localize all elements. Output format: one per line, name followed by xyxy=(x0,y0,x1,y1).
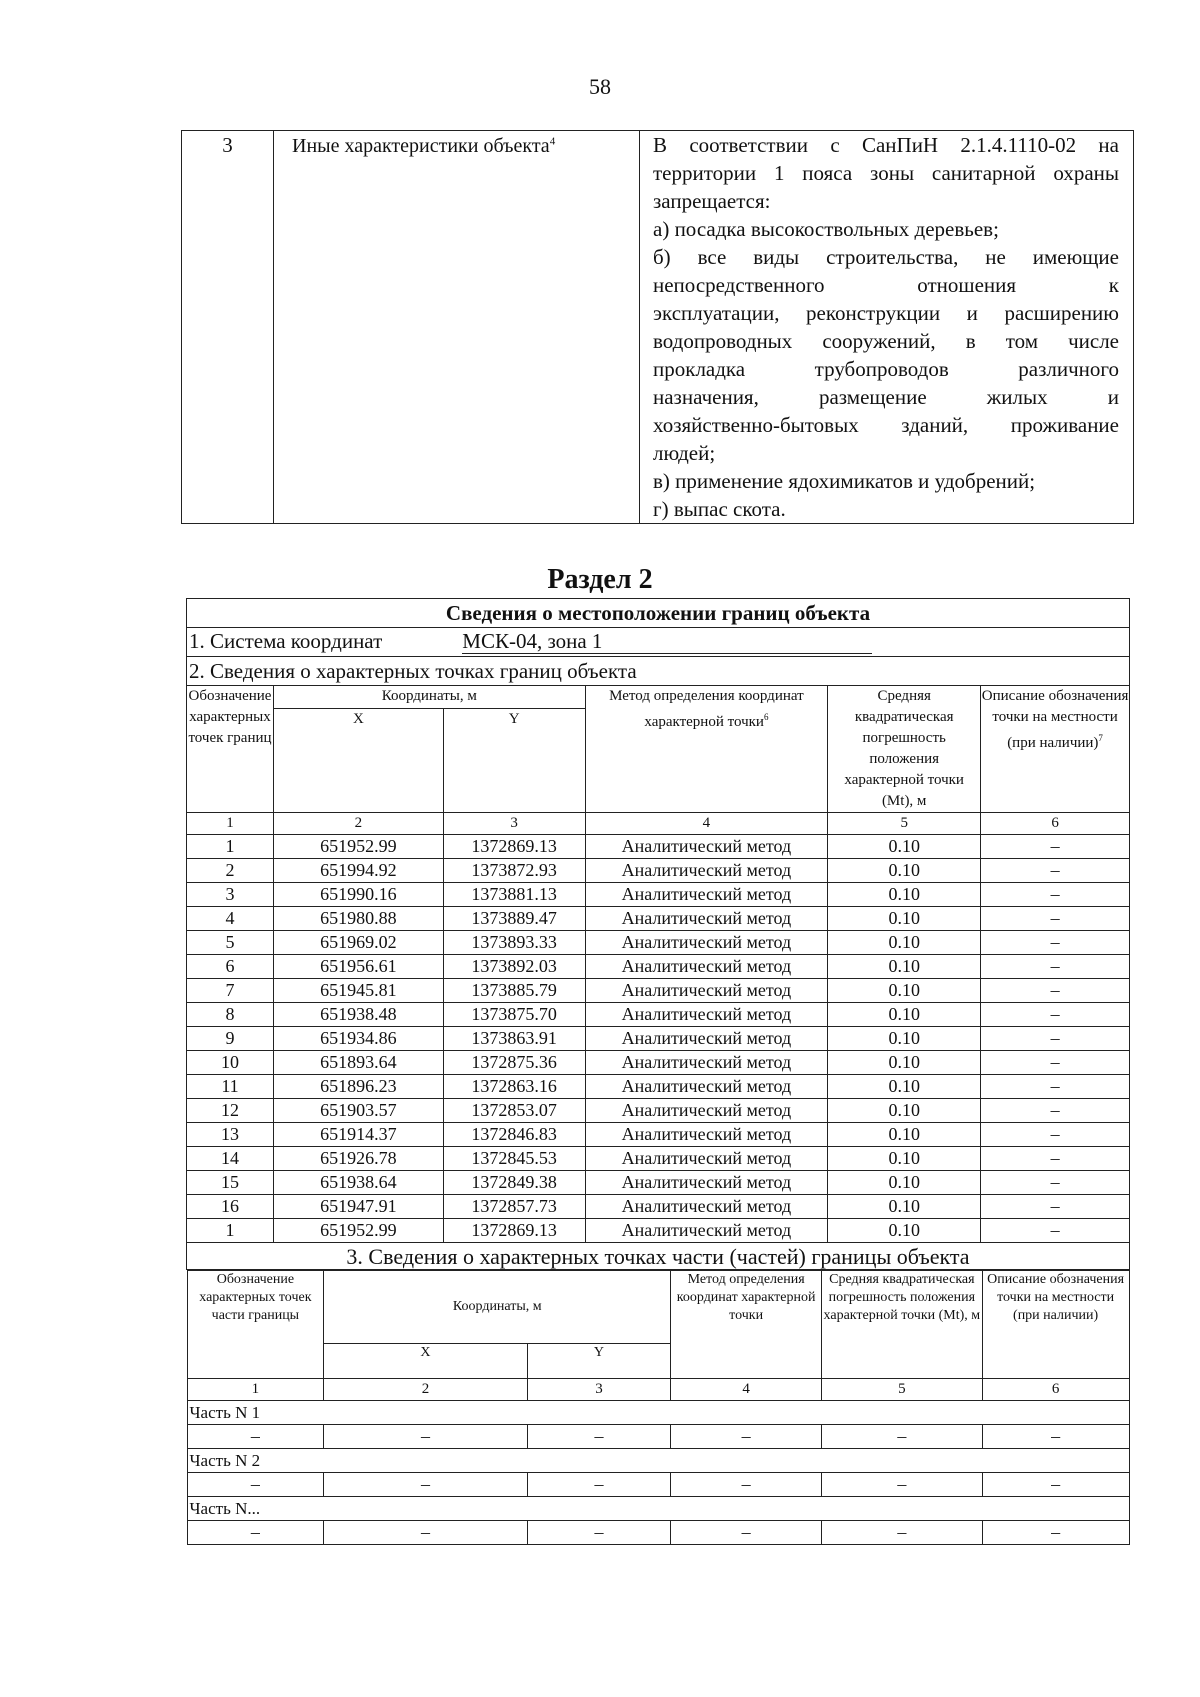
header-method-text: Метод определения координат характерной точки xyxy=(609,688,804,730)
part-cell: – xyxy=(982,1521,1129,1545)
column-index: 2 xyxy=(273,813,443,835)
point-description: – xyxy=(981,1219,1130,1243)
coord-y: 1373863.91 xyxy=(443,1027,585,1051)
point-number: 7 xyxy=(187,979,274,1003)
mt-error: 0.10 xyxy=(828,907,981,931)
footnote-ref: 7 xyxy=(1098,733,1103,743)
header-y: Y xyxy=(443,708,585,812)
column-index: 3 xyxy=(443,813,585,835)
coord-y: 1373881.13 xyxy=(443,883,585,907)
method: Аналитический метод xyxy=(585,835,828,859)
point-description: – xyxy=(981,883,1130,907)
header-method xyxy=(585,686,828,813)
part-row xyxy=(187,1521,1129,1545)
coord-y: 1373872.93 xyxy=(443,859,585,883)
coord-x: 651938.64 xyxy=(273,1171,443,1195)
coord-x: 651994.92 xyxy=(273,859,443,883)
table-title: Сведения о местоположении границ объекта xyxy=(187,599,1130,628)
coord-y: 1372869.13 xyxy=(443,1219,585,1243)
table-row xyxy=(187,1147,1130,1171)
point-number: 9 xyxy=(187,1027,274,1051)
coord-x: 651926.78 xyxy=(273,1147,443,1171)
point-number: 14 xyxy=(187,1147,274,1171)
coord-x: 651980.88 xyxy=(273,907,443,931)
column-index: 6 xyxy=(982,1379,1129,1401)
column-index: 5 xyxy=(821,1379,982,1401)
part-label: Часть N 1 xyxy=(187,1401,1129,1425)
part-row xyxy=(187,1473,1129,1497)
description-line: территории 1 пояса зоны санитарной охраны xyxy=(653,161,1119,185)
part-cell: – xyxy=(187,1425,324,1449)
point-description: – xyxy=(981,1051,1130,1075)
table-row xyxy=(187,1075,1130,1099)
part-cell: – xyxy=(982,1425,1129,1449)
point-number: 3 xyxy=(187,883,274,907)
method: Аналитический метод xyxy=(585,979,828,1003)
part-cell: – xyxy=(527,1473,671,1497)
table-row xyxy=(187,1003,1130,1027)
coord-x: 651945.81 xyxy=(273,979,443,1003)
header-coords: Координаты, м xyxy=(273,686,585,709)
coord-system-row xyxy=(187,628,1130,657)
table-row xyxy=(187,1171,1130,1195)
method: Аналитический метод xyxy=(585,907,828,931)
points-body xyxy=(187,835,1130,1243)
characteristic-description xyxy=(640,131,1134,524)
part-label: Часть N 2 xyxy=(187,1449,1129,1473)
footnote-ref: 4 xyxy=(549,135,556,148)
part-cell: – xyxy=(671,1425,822,1449)
description-line: В соответствии с СанПиН 2.1.4.1110-02 на xyxy=(653,133,1119,157)
column-index: 3 xyxy=(527,1379,671,1401)
mt-error: 0.10 xyxy=(828,1195,981,1219)
part-label-row xyxy=(187,1449,1129,1473)
method: Аналитический метод xyxy=(585,859,828,883)
mt-error: 0.10 xyxy=(828,1171,981,1195)
point-number: 15 xyxy=(187,1171,274,1195)
point-description: – xyxy=(981,859,1130,883)
description-line: людей; xyxy=(653,441,716,465)
method: Аналитический метод xyxy=(585,1171,828,1195)
table-row xyxy=(187,859,1130,883)
parts-body xyxy=(187,1401,1129,1545)
coord-y: 1372869.13 xyxy=(443,835,585,859)
description-line: хозяйственно-бытовых зданий, проживание xyxy=(653,413,1119,437)
parts-header-description: Описание обозначения точки на местности (при наличии) xyxy=(982,1271,1129,1379)
header-designation: Обозначение характерных точек границ xyxy=(187,686,274,813)
method: Аналитический метод xyxy=(585,1027,828,1051)
coord-x: 651956.61 xyxy=(273,955,443,979)
table-row xyxy=(187,931,1130,955)
mt-error: 0.10 xyxy=(828,1219,981,1243)
page-number: 58 xyxy=(589,74,611,99)
description-line: эксплуатации, реконструкции и расширению xyxy=(653,301,1119,325)
point-description: – xyxy=(981,1027,1130,1051)
description-line: запрещается: xyxy=(653,189,771,213)
mt-error: 0.10 xyxy=(828,835,981,859)
method: Аналитический метод xyxy=(585,1075,828,1099)
part-label: Часть N... xyxy=(187,1497,1129,1521)
coord-y: 1373875.70 xyxy=(443,1003,585,1027)
boundaries-table xyxy=(186,598,1130,1545)
point-number: 4 xyxy=(187,907,274,931)
characteristic-name xyxy=(274,131,640,524)
table-row xyxy=(187,979,1130,1003)
description-line: непосредственного отношения к xyxy=(653,273,1119,297)
method: Аналитический метод xyxy=(585,1123,828,1147)
point-description: – xyxy=(981,1147,1130,1171)
description-line: а) посадка высокоствольных деревьев; xyxy=(653,217,999,241)
point-description: – xyxy=(981,1003,1130,1027)
point-description: – xyxy=(981,1171,1130,1195)
coord-system-label: 1. Система координат xyxy=(189,629,383,653)
point-description: – xyxy=(981,1075,1130,1099)
point-number: 2 xyxy=(187,859,274,883)
coord-y: 1373889.47 xyxy=(443,907,585,931)
point-description: – xyxy=(981,907,1130,931)
parts-header-designation: Обозначение характерных точек части границы xyxy=(187,1271,324,1379)
coord-x: 651938.48 xyxy=(273,1003,443,1027)
column-index: 6 xyxy=(981,813,1130,835)
coord-x: 651893.64 xyxy=(273,1051,443,1075)
point-description: – xyxy=(981,955,1130,979)
parts-header-error: Средняя квадратическая погрешность положения характерной точки (Mt), м xyxy=(821,1271,982,1379)
coord-x: 651934.86 xyxy=(273,1027,443,1051)
point-number: 1 xyxy=(187,1219,274,1243)
mt-error: 0.10 xyxy=(828,1123,981,1147)
point-number: 11 xyxy=(187,1075,274,1099)
point-description: – xyxy=(981,931,1130,955)
column-index: 5 xyxy=(828,813,981,835)
mt-error: 0.10 xyxy=(828,979,981,1003)
coord-x: 651952.99 xyxy=(273,835,443,859)
mt-error: 0.10 xyxy=(828,1147,981,1171)
method: Аналитический метод xyxy=(585,931,828,955)
points-heading: 2. Сведения о характерных точках границ объекта xyxy=(187,657,1130,686)
parts-header-x: X xyxy=(324,1344,527,1379)
table-row xyxy=(187,835,1130,859)
coord-x: 651896.23 xyxy=(273,1075,443,1099)
part-cell: – xyxy=(671,1473,822,1497)
column-index: 2 xyxy=(324,1379,527,1401)
point-description: – xyxy=(981,1123,1130,1147)
parts-header-y: Y xyxy=(527,1344,671,1379)
parts-table xyxy=(187,1270,1130,1545)
table-row xyxy=(187,883,1130,907)
coord-y: 1372845.53 xyxy=(443,1147,585,1171)
part-cell: – xyxy=(821,1473,982,1497)
coord-y: 1372846.83 xyxy=(443,1123,585,1147)
coord-y: 1373892.03 xyxy=(443,955,585,979)
part-cell: – xyxy=(821,1425,982,1449)
point-number: 1 xyxy=(187,835,274,859)
method: Аналитический метод xyxy=(585,1195,828,1219)
row-number: 3 xyxy=(182,131,274,524)
table-row xyxy=(187,1051,1130,1075)
coord-y: 1372853.07 xyxy=(443,1099,585,1123)
header-description-text: Описание обозначения точки на местности (при наличии) xyxy=(981,688,1129,751)
part-cell: – xyxy=(671,1521,822,1545)
method: Аналитический метод xyxy=(585,1099,828,1123)
column-index: 4 xyxy=(671,1379,822,1401)
part-label-row xyxy=(187,1401,1129,1425)
header-error: Средняя квадратическая погрешность положения характерной точки (Mt), м xyxy=(828,686,981,813)
table-row xyxy=(187,907,1130,931)
mt-error: 0.10 xyxy=(828,1075,981,1099)
mt-error: 0.10 xyxy=(828,955,981,979)
table-row xyxy=(187,1219,1130,1243)
coord-x: 651952.99 xyxy=(273,1219,443,1243)
table-row xyxy=(187,955,1130,979)
point-number: 16 xyxy=(187,1195,274,1219)
header-description xyxy=(981,686,1130,813)
coord-x: 651903.57 xyxy=(273,1099,443,1123)
description-line: в) применение ядохимикатов и удобрений; xyxy=(653,469,1036,493)
method: Аналитический метод xyxy=(585,1051,828,1075)
coord-y: 1372857.73 xyxy=(443,1195,585,1219)
coord-y: 1372849.38 xyxy=(443,1171,585,1195)
part-cell: – xyxy=(821,1521,982,1545)
coord-x: 651914.37 xyxy=(273,1123,443,1147)
method: Аналитический метод xyxy=(585,1219,828,1243)
column-index: 4 xyxy=(585,813,828,835)
coord-y: 1372875.36 xyxy=(443,1051,585,1075)
part-cell: – xyxy=(324,1425,527,1449)
header-x: X xyxy=(273,708,443,812)
part-cell: – xyxy=(187,1473,324,1497)
part-cell: – xyxy=(324,1473,527,1497)
part-cell: – xyxy=(527,1521,671,1545)
part-cell: – xyxy=(527,1425,671,1449)
column-index: 1 xyxy=(187,813,274,835)
description-line: б) все виды строительства, не имеющие xyxy=(653,245,1119,269)
parts-heading: 3. Сведения о характерных точках части (частей) границы объекта xyxy=(187,1243,1130,1270)
table-row xyxy=(187,1195,1130,1219)
table-row xyxy=(187,1099,1130,1123)
point-number: 12 xyxy=(187,1099,274,1123)
point-description: – xyxy=(981,979,1130,1003)
mt-error: 0.10 xyxy=(828,1027,981,1051)
table-row xyxy=(187,1123,1130,1147)
part-row xyxy=(187,1425,1129,1449)
description-line: г) выпас скота. xyxy=(653,497,786,521)
mt-error: 0.10 xyxy=(828,931,981,955)
mt-error: 0.10 xyxy=(828,883,981,907)
description-line: прокладка трубопроводов различного xyxy=(653,357,1119,381)
description-line: водопроводных сооружений, в том числе xyxy=(653,329,1119,353)
parts-header-method: Метод определения координат характерной точки xyxy=(671,1271,822,1379)
point-description: – xyxy=(981,835,1130,859)
point-number: 10 xyxy=(187,1051,274,1075)
description-line: назначения, размещение жилых и xyxy=(653,385,1119,409)
method: Аналитический метод xyxy=(585,1147,828,1171)
parts-section xyxy=(187,1270,1130,1546)
coord-x: 651990.16 xyxy=(273,883,443,907)
point-description: – xyxy=(981,1099,1130,1123)
coord-y: 1372863.16 xyxy=(443,1075,585,1099)
characteristic-name-text: Иные характеристики объекта xyxy=(292,135,550,157)
coord-x: 651947.91 xyxy=(273,1195,443,1219)
part-cell: – xyxy=(324,1521,527,1545)
coord-y: 1373885.79 xyxy=(443,979,585,1003)
mt-error: 0.10 xyxy=(828,1003,981,1027)
method: Аналитический метод xyxy=(585,955,828,979)
point-number: 6 xyxy=(187,955,274,979)
method: Аналитический метод xyxy=(585,1003,828,1027)
part-label-row xyxy=(187,1497,1129,1521)
footnote-ref: 6 xyxy=(763,712,769,722)
coord-x: 651969.02 xyxy=(273,931,443,955)
point-number: 8 xyxy=(187,1003,274,1027)
column-index: 1 xyxy=(187,1379,324,1401)
mt-error: 0.10 xyxy=(828,1051,981,1075)
parts-header-coords: Координаты, м xyxy=(324,1271,671,1344)
point-number: 13 xyxy=(187,1123,274,1147)
coord-system-value: МСК-04, зона 1 xyxy=(462,630,872,654)
point-description: – xyxy=(981,1195,1130,1219)
section-title: Раздел 2 xyxy=(547,564,653,595)
part-cell: – xyxy=(187,1521,324,1545)
table-row xyxy=(187,1027,1130,1051)
object-characteristics-table xyxy=(181,130,1134,524)
mt-error: 0.10 xyxy=(828,1099,981,1123)
part-cell: – xyxy=(982,1473,1129,1497)
point-number: 5 xyxy=(187,931,274,955)
method: Аналитический метод xyxy=(585,883,828,907)
mt-error: 0.10 xyxy=(828,859,981,883)
coord-y: 1373893.33 xyxy=(443,931,585,955)
